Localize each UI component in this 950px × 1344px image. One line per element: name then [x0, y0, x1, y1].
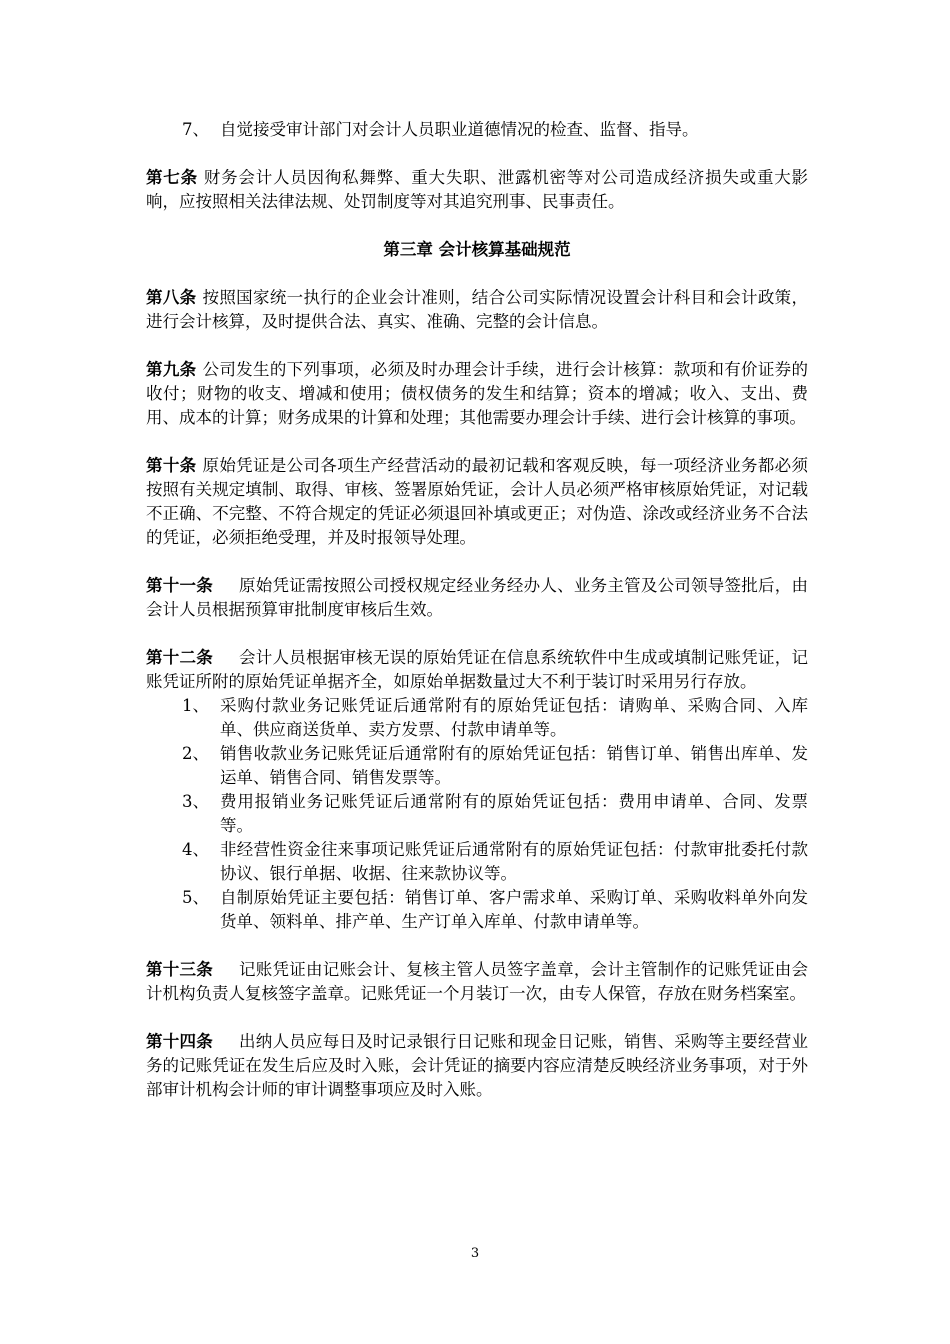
article-12: [146, 646, 808, 694]
article-8: [146, 286, 808, 334]
list-text: 费用报销业务记账凭证后通常附有的原始凭证包括：费用申请单、合同、发票等。: [220, 792, 808, 835]
chapter-title: 第三章 会计核算基础规范: [383, 240, 571, 259]
article-text: 公司发生的下列事项，必须及时办理会计手续，进行会计核算：款项和有价证券的收付；财物的收支、增减和使用；债权债务的发生和结算；资本的增减；收入、支出、费用、成本的计算；财务成果的计算和处理；其他需要办理会计手续、进行会计核算的事项。: [146, 360, 809, 427]
list-item-7: [146, 118, 808, 142]
list-item: [146, 886, 808, 934]
article-text: 按照国家统一执行的企业会计准则，结合公司实际情况设置会计科目和会计政策，进行会计核算，及时提供合法、真实、准确、完整的会计信息。: [146, 288, 809, 331]
article-9: [146, 358, 808, 430]
article-13: [146, 958, 808, 1006]
article-text: 会计人员根据审核无误的原始凭证在信息系统软件中生成或填制记账凭证，记账凭证所附的原始凭证单据齐全，如原始单据数量过大不利于装订时采用另行存放。: [146, 648, 809, 691]
article-label: 第八条: [146, 288, 197, 307]
article-text: 出纳人员应每日及时记录银行日记账和现金日记账，销售、采购等主要经营业务的记账凭证在发生后应及时入账，会计凭证的摘要内容应清楚反映经济业务事项，对于外部审计机构会计师的审计调整事项应及时入账。: [146, 1032, 809, 1099]
article-14: [146, 1030, 808, 1102]
list-item: [146, 790, 808, 838]
list-item: [146, 742, 808, 790]
list-number: 3、: [182, 792, 209, 811]
article-text: 记账凭证由记账会计、复核主管人员签字盖章，会计主管制作的记账凭证由会计机构负责人复核签字盖章。记账凭证一个月装订一次，由专人保管，存放在财务档案室。: [146, 960, 809, 1003]
list-item: [146, 694, 808, 742]
list-number: 7、: [182, 120, 209, 139]
list-number: 4、: [182, 840, 209, 859]
article-12-list: [146, 694, 808, 934]
article-7: [146, 166, 808, 214]
article-text: 原始凭证需按照公司授权规定经业务经办人、业务主管及公司领导签批后，由会计人员根据预算审批制度审核后生效。: [146, 576, 809, 619]
article-label: 第十三条: [146, 960, 213, 979]
article-text: 原始凭证是公司各项生产经营活动的最初记载和客观反映，每一项经济业务都必须按照有关规定填制、取得、审核、签署原始凭证，会计人员必须严格审核原始凭证，对记载不正确、不完整、不符合规定的凭证必须退回补填或更正；对伪造、涂改或经济业务不合法的凭证，必须拒绝受理，并及时报领导处理。: [146, 456, 809, 547]
article-10: [146, 454, 808, 550]
list-number: 2、: [182, 744, 209, 763]
article-label: 第十一条: [146, 576, 213, 595]
list-text: 自觉接受审计部门对会计人员职业道德情况的检查、监督、指导。: [220, 120, 699, 139]
article-label: 第十条: [146, 456, 197, 475]
article-11: [146, 574, 808, 622]
article-label: 第十四条: [146, 1032, 213, 1051]
list-number: 1、: [182, 696, 209, 715]
article-label: 第九条: [146, 360, 197, 379]
list-text: 销售收款业务记账凭证后通常附有的原始凭证包括：销售订单、销售出库单、发运单、销售合同、销售发票等。: [220, 744, 808, 787]
list-item: [146, 838, 808, 886]
list-text: 非经营性资金往来事项记账凭证后通常附有的原始凭证包括：付款审批委托付款协议、银行单据、收据、往来款协议等。: [220, 840, 808, 883]
page-content: [146, 118, 808, 1126]
article-label: 第七条: [146, 168, 198, 187]
article-text: 财务会计人员因徇私舞弊、重大失职、泄露机密等对公司造成经济损失或重大影响，应按照相关法律法规、处罚制度等对其追究刑事、民事责任。: [146, 168, 809, 211]
article-label: 第十二条: [146, 648, 213, 667]
page-number: 3: [470, 1246, 480, 1261]
list-text: 采购付款业务记账凭证后通常附有的原始凭证包括：请购单、采购合同、入库单、供应商送货单、卖方发票、付款申请单等。: [220, 696, 808, 739]
list-number: 5、: [182, 888, 209, 907]
list-text: 自制原始凭证主要包括：销售订单、客户需求单、采购订单、采购收料单外向发货单、领料单、排产单、生产订单入库单、付款申请单等。: [220, 888, 808, 931]
